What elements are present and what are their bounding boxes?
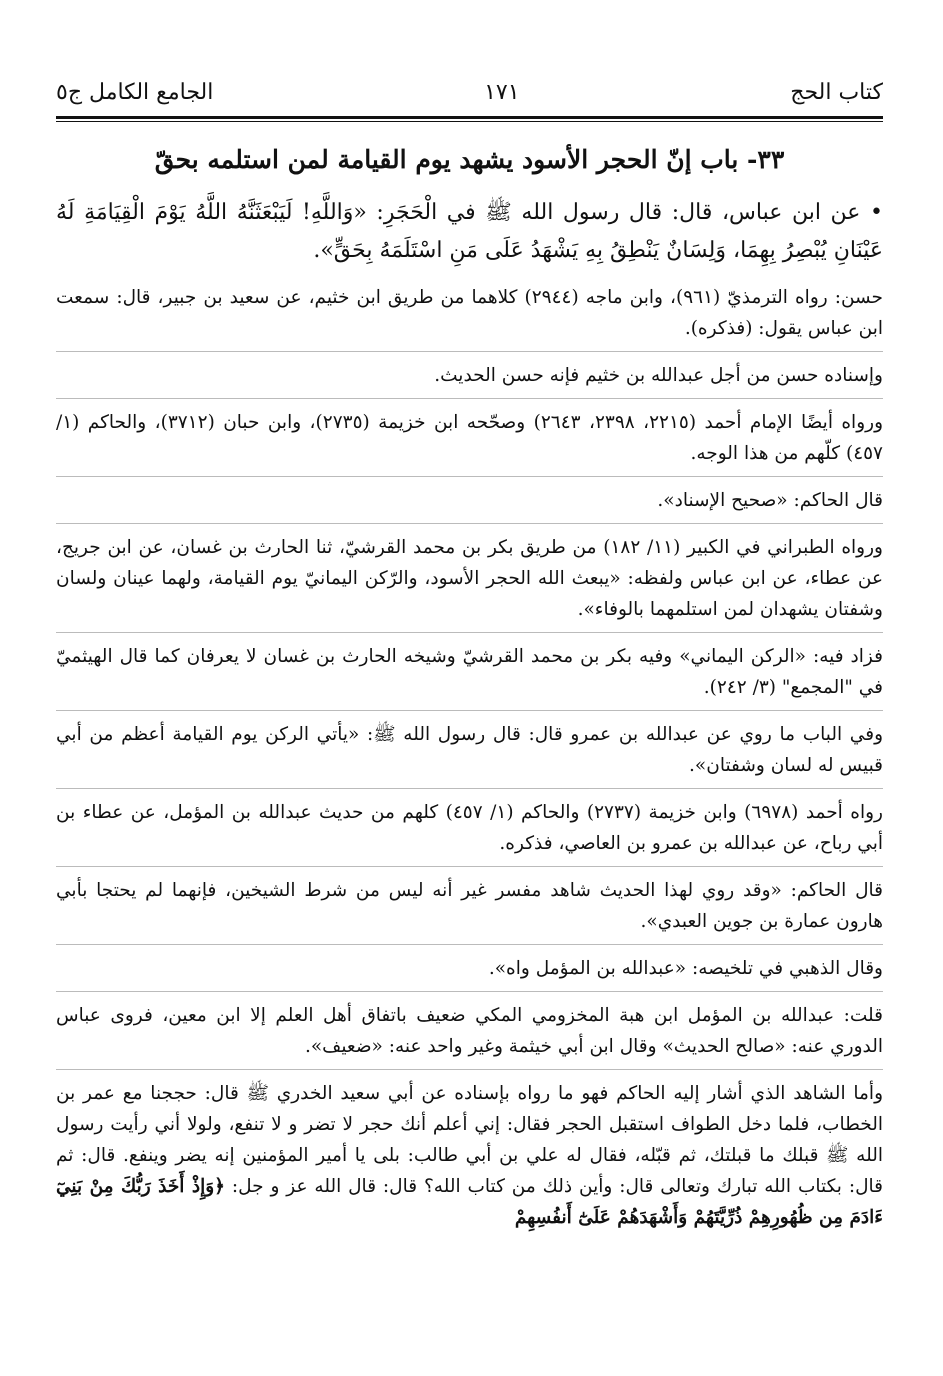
paragraph: حسن: رواه الترمذيّ (٩٦١)، وابن ماجه (٢٩٤٤) كلاهما من طريق ابن خثيم، عن سعيد بن جبير، قال: سمعت ابن عباس يقول: (فذكره).	[56, 280, 883, 352]
paragraph: قلت: عبدالله بن المؤمل ابن هبة المخزومي المكي ضعيف باتفاق أهل العلم إلا ابن معين، فروى عباس الدوري عنه: «صالح الحديث» وقال ابن أبي خيثمة وغير واحد عنه: «ضعيف».	[56, 998, 883, 1070]
page-content	[56, 140, 883, 1240]
page-header	[56, 72, 883, 112]
book-title: كتاب الحج	[790, 79, 883, 105]
quran-verse: ﴿وَإِذْ أَخَذَ رَبُّكَ مِنْ بَنِيٓ ءَادَمَ مِن ظُهُورِهِمْ ذُرِّيَّتَهُمْ وَأَشْهَدَهُمْ عَلَىٰٓ أَنفُسِهِمْ	[56, 1176, 883, 1228]
paragraph: وفي الباب ما روي عن عبدالله بن عمرو قال: قال رسول الله ﷺ: «يأتي الركن يوم القيامة أعظم من أبي قبيس له لسان وشفتان».	[56, 717, 883, 789]
hadith-text: • عن ابن عباس، قال: قال رسول الله ﷺ في الْحَجَرِ: «وَاللَّهِ! لَيَبْعَثَنَّهُ اللَّهُ يَوْمَ الْقِيَامَةِ لَهُ عَيْنَانِ يُبْصِرُ بِهِمَا، وَلِسَانٌ يَنْطِقُ بِهِ يَشْهَدُ عَلَى مَنِ اسْتَلَمَهُ بِحَقٍّ».	[56, 200, 883, 263]
header-rule-thick	[56, 116, 883, 119]
paragraph: وإسناده حسن من أجل عبدالله بن خثيم فإنه حسن الحديث.	[56, 358, 883, 399]
final-paragraph-text: وأما الشاهد الذي أشار إليه الحاكم فهو ما رواه بإسناده عن أبي سعيد الخدري ﷺ قال: حججنا مع عمر بن الخطاب، فلما دخل الطواف استقبل الحجر فقال: إني أعلم أنك حجر لا تضر و لا تنفع، ولولا أني رأيت رسول الله ﷺ قبلك ما قبلتك، ثم قبّله، فقال له علي بن أبي طالب: بلى يا أمير المؤمنين إنه يضر وينفع. قال: ثم قال: بكتاب الله تبارك وتعالى قال: وأين ذلك من كتاب الله؟ قال: قال الله عز و جل:	[56, 1083, 883, 1197]
collection-title: الجامع الكامل ج٥	[56, 79, 214, 105]
page-number: ١٧١	[484, 79, 520, 105]
final-paragraph	[56, 1076, 883, 1240]
paragraph: ورواه الطبراني في الكبير (١١/ ١٨٢) من طريق بكر بن محمد القرشيّ، ثنا الحارث بن غسان، عن ابن جريج، عن عطاء، عن ابن عباس ولفظه: «يبعث الله الحجر الأسود، والرّكن اليمانيّ يوم القيامة، ولهما عينان ولسان وشفتان يشهدان لمن استلمهما بالوفاء».	[56, 530, 883, 633]
paragraph: فزاد فيه: «الركن اليماني» وفيه بكر بن محمد القرشيّ وشيخه الحارث بن غسان لا يعرفان كما قال الهيثميّ في "المجمع" (٣/ ٢٤٢).	[56, 639, 883, 711]
header-rule-thin	[56, 121, 883, 122]
paragraph: قال الحاكم: «وقد روي لهذا الحديث شاهد مفسر غير أنه ليس من شرط الشيخين، فإنهما لم يحتجا بأبي هارون عمارة بن جوين العبدي».	[56, 873, 883, 945]
paragraph: وقال الذهبي في تلخيصه: «عبدالله بن المؤمل واه».	[56, 951, 883, 992]
paragraph: ورواه أيضًا الإمام أحمد (٢٢١٥، ٢٣٩٨، ٢٦٤٣) وصحّحه ابن خزيمة (٢٧٣٥)، وابن حبان (٣٧١٢)، والحاكم (١/ ٤٥٧) كلّهم من هذا الوجه.	[56, 405, 883, 477]
paragraph: قال الحاكم: «صحيح الإسناد».	[56, 483, 883, 524]
chapter-title: ٣٣- باب إنّ الحجر الأسود يشهد يوم القيامة لمن استلمه بحقّ	[154, 145, 785, 174]
paragraph: رواه أحمد (٦٩٧٨) وابن خزيمة (٢٧٣٧) والحاكم (١/ ٤٥٧) كلهم من حديث عبدالله بن المؤمل، عن عطاء بن أبي رباح، عن عبدالله بن عمرو بن العاصي، فذكره.	[56, 795, 883, 867]
